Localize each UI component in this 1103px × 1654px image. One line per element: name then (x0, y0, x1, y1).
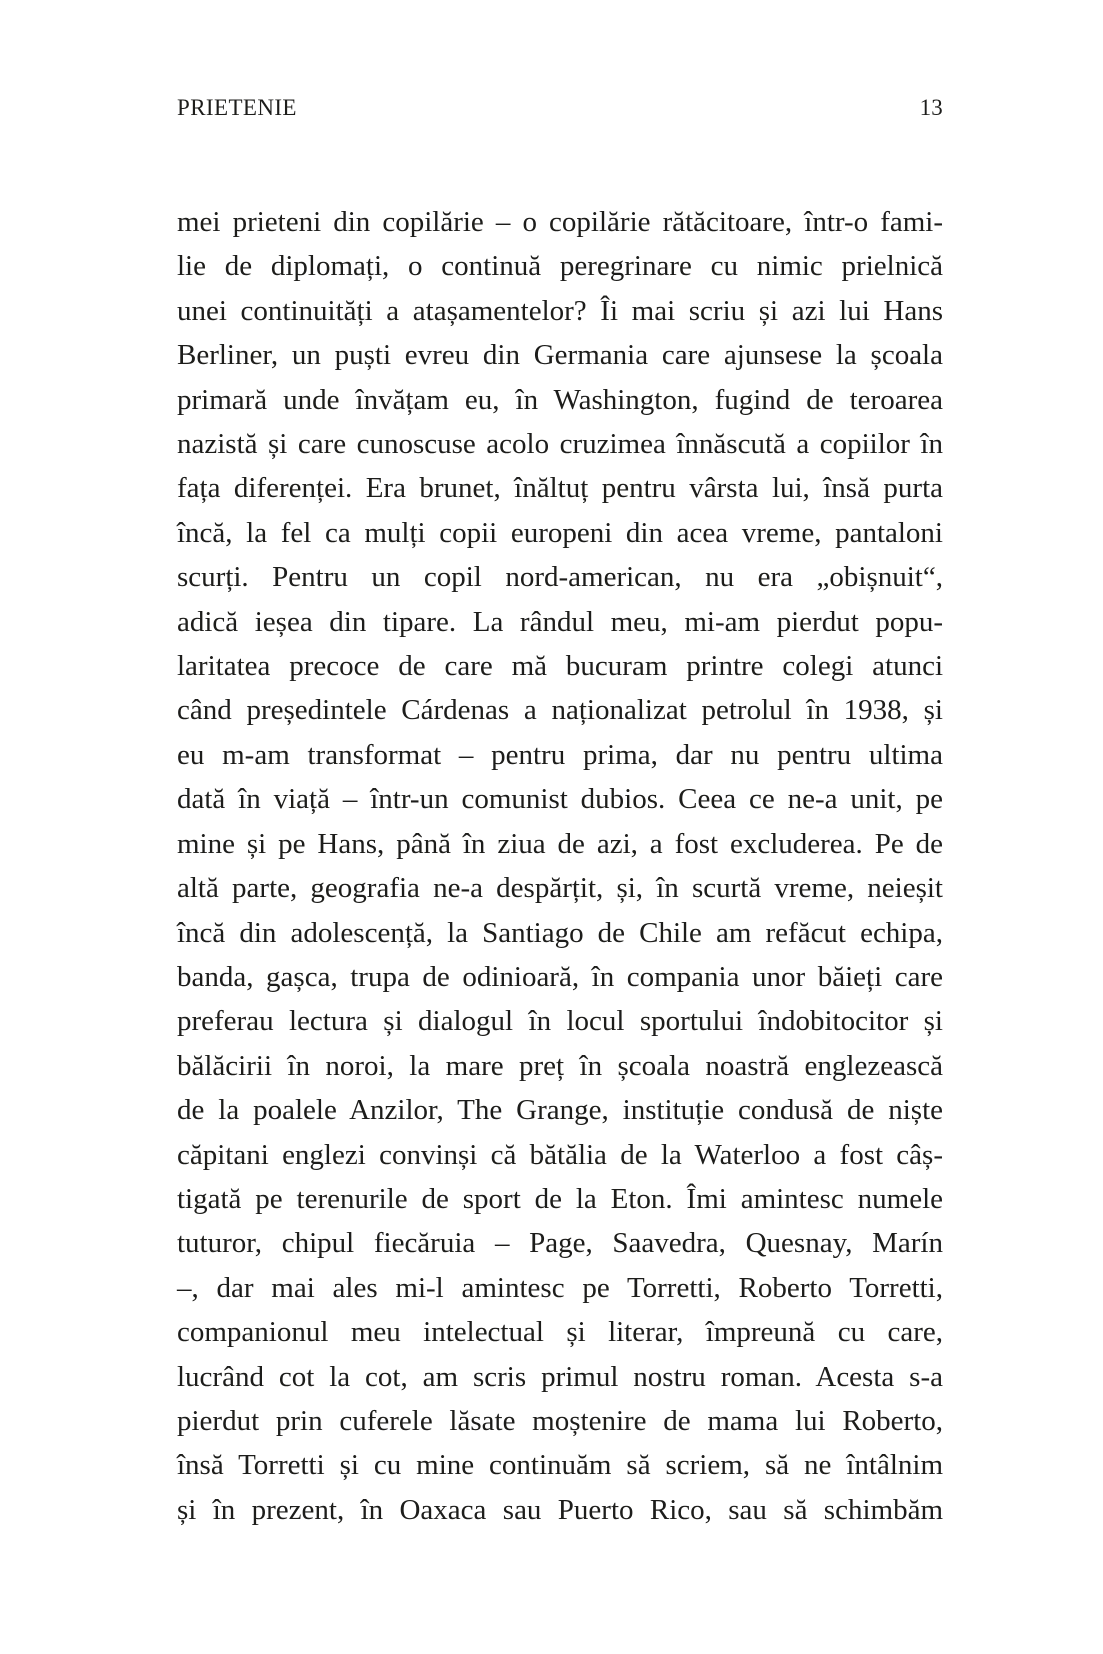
text-line: unei continuități a atașamentelor? Îi mai scriu și azi lui Hans (177, 294, 943, 327)
text-line: altă parte, geografia ne-a despărțit, și, în scurtă vreme, neieșit (177, 872, 943, 905)
text-line: lucrând cot la cot, am scris primul nostru roman. Acesta s-a (177, 1360, 943, 1393)
text-line: dată în viață – într-un comunist dubios. Ceea ce ne-a unit, pe (177, 783, 943, 816)
text-line: căpitani englezi convinși că bătălia de la Waterloo a fost câș- (177, 1138, 943, 1171)
body-text (177, 200, 943, 1532)
text-line: –, dar mai ales mi-l amintesc pe Torretti, Roberto Torretti, (177, 1271, 943, 1304)
text-line: companionul meu intelectual și literar, împreună cu care, (177, 1316, 943, 1349)
page-number: 13 (919, 95, 943, 120)
text-line: nazistă și care cunoscuse acolo cruzimea înnăscută a copiilor în (177, 428, 943, 461)
running-title: PRIETENIE (177, 95, 297, 120)
text-line: eu m-am transformat – pentru prima, dar nu pentru ultima (177, 738, 943, 771)
text-line: fața diferenței. Era brunet, înăltuț pentru vârsta lui, însă purta (177, 472, 943, 505)
text-line: încă, la fel ca mulți copii europeni din acea vreme, pantaloni (177, 516, 943, 549)
text-line: și în prezent, în Oaxaca sau Puerto Rico, sau să schimbăm (177, 1493, 943, 1526)
text-line: preferau lectura și dialogul în locul sportului îndobitocitor și (177, 1005, 943, 1038)
page-header (177, 94, 943, 121)
text-line: tuturor, chipul fiecăruia – Page, Saavedra, Quesnay, Marín (177, 1227, 943, 1260)
text-line: mine și pe Hans, până în ziua de azi, a fost excluderea. Pe de (177, 827, 943, 860)
text-line: laritatea precoce de care mă bucuram printre colegi atunci (177, 650, 943, 683)
text-line: încă din adolescență, la Santiago de Chile am refăcut echipa, (177, 916, 943, 949)
text-line: însă Torretti și cu mine continuăm să scriem, să ne întâlnim (177, 1449, 943, 1482)
text-line: pierdut prin cuferele lăsate moștenire de mama lui Roberto, (177, 1404, 943, 1437)
text-line: când președintele Cárdenas a naționalizat petrolul în 1938, și (177, 694, 943, 727)
text-line: de la poalele Anzilor, The Grange, instituție condusă de niște (177, 1094, 943, 1127)
text-line: lie de diplomați, o continuă peregrinare cu nimic prielnică (177, 250, 943, 283)
text-line: mei prieteni din copilărie – o copilărie rătăcitoare, într-o fami- (177, 206, 943, 238)
text-line: scurți. Pentru un copil nord-american, nu era „obișnuit“, (177, 561, 943, 594)
text-line: bălăcirii în noroi, la mare preț în școala noastră englezească (177, 1049, 943, 1082)
text-line: banda, gașca, trupa de odinioară, în compania unor băieți care (177, 960, 943, 993)
text-line: Berliner, un puști evreu din Germania care ajunsese la școala (177, 339, 943, 372)
text-line: primară unde învățam eu, în Washington, fugind de teroarea (177, 383, 943, 416)
text-line: adică ieșea din tipare. La rândul meu, mi-am pierdut popu- (177, 605, 943, 638)
text-line: tigată pe terenurile de sport de la Eton. Îmi amintesc numele (177, 1182, 943, 1215)
